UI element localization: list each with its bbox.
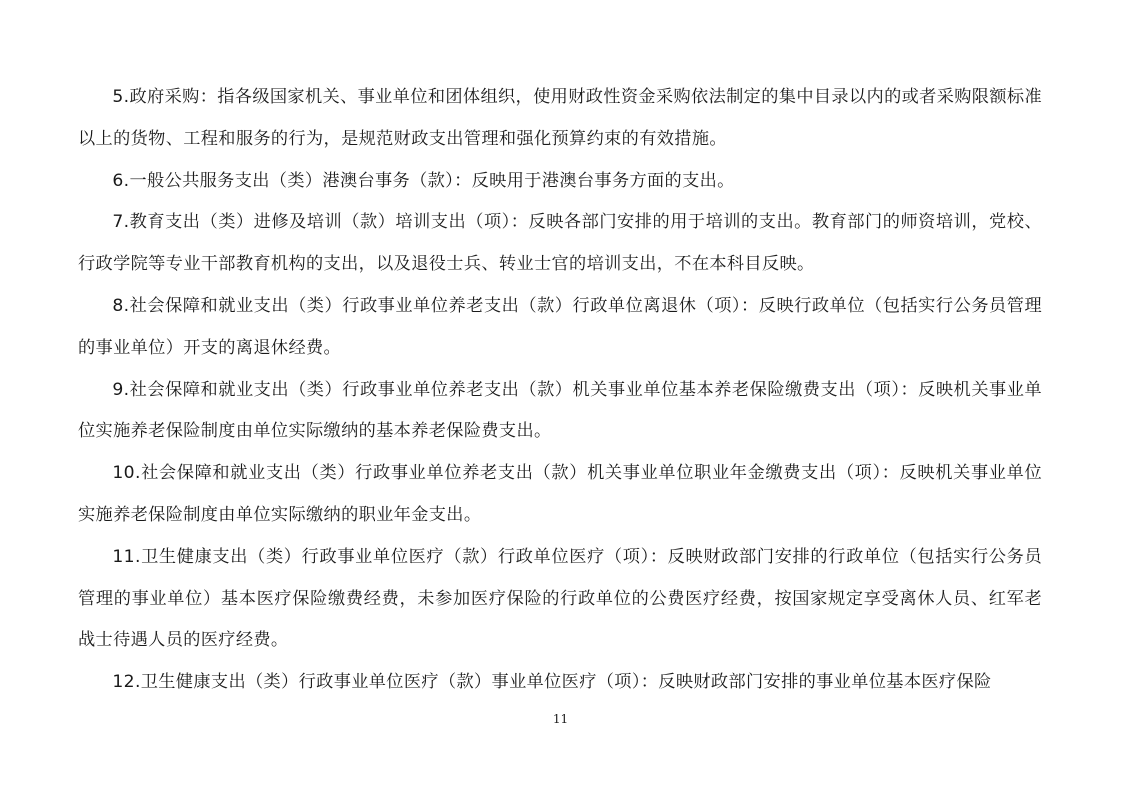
body-text (78, 77, 1042, 704)
paragraph-11-administrative-medical: 11.卫生健康支出（类）行政事业单位医疗（款）行政单位医疗（项）：反映财政部门安排的行政单位（包括实行公务员管理的事业单位）基本医疗保险缴费经费，未参加医疗保险的行政单位的公费医疗经费，按国家规定享受离休人员、红军老战士待遇人员的医疗经费。 (78, 546, 1042, 651)
paragraph-10-occupational-annuity: 10.社会保障和就业支出（类）行政事业单位养老支出（款）机关事业单位职业年金缴费支出（项）：反映机关事业单位实施养老保险制度由单位实际缴纳的职业年金支出。 (78, 463, 1042, 525)
paragraph-7-training-expenditure: 7.教育支出（类）进修及培训（款）培训支出（项）：反映各部门安排的用于培训的支出。教育部门的师资培训，党校、行政学院等专业干部教育机构的支出，以及退役士兵、转业士官的培训支出，不在本科目反映。 (78, 212, 1042, 275)
page-number: 11 (552, 712, 569, 726)
paragraph-6-hk-macao-taiwan-affairs: 6.一般公共服务支出（类）港澳台事务（款）：反映用于港澳台事务方面的支出。 (112, 170, 735, 191)
paragraph-9-basic-pension-insurance: 9.社会保障和就业支出（类）行政事业单位养老支出（款）机关事业单位基本养老保险缴费支出（项）：反映机关事业单位实施养老保险制度由单位实际缴纳的基本养老保险费支出。 (78, 379, 1042, 442)
paragraph-8-administrative-retirement: 8.社会保障和就业支出（类）行政事业单位养老支出（款）行政单位离退休（项）：反映行政单位（包括实行公务员管理的事业单位）开支的离退休经费。 (78, 295, 1042, 358)
paragraph-12-institution-medical: 12.卫生健康支出（类）行政事业单位医疗（款）事业单位医疗（项）：反映财政部门安排的事业单位基本医疗保险 (112, 672, 992, 693)
paragraph-5-government-procurement: 5.政府采购：指各级国家机关、事业单位和团体组织，使用财政性资金采购依法制定的集中目录以内的或者采购限额标准以上的货物、工程和服务的行为，是规范财政支出管理和强化预算约束的有效措施。 (78, 87, 1042, 149)
